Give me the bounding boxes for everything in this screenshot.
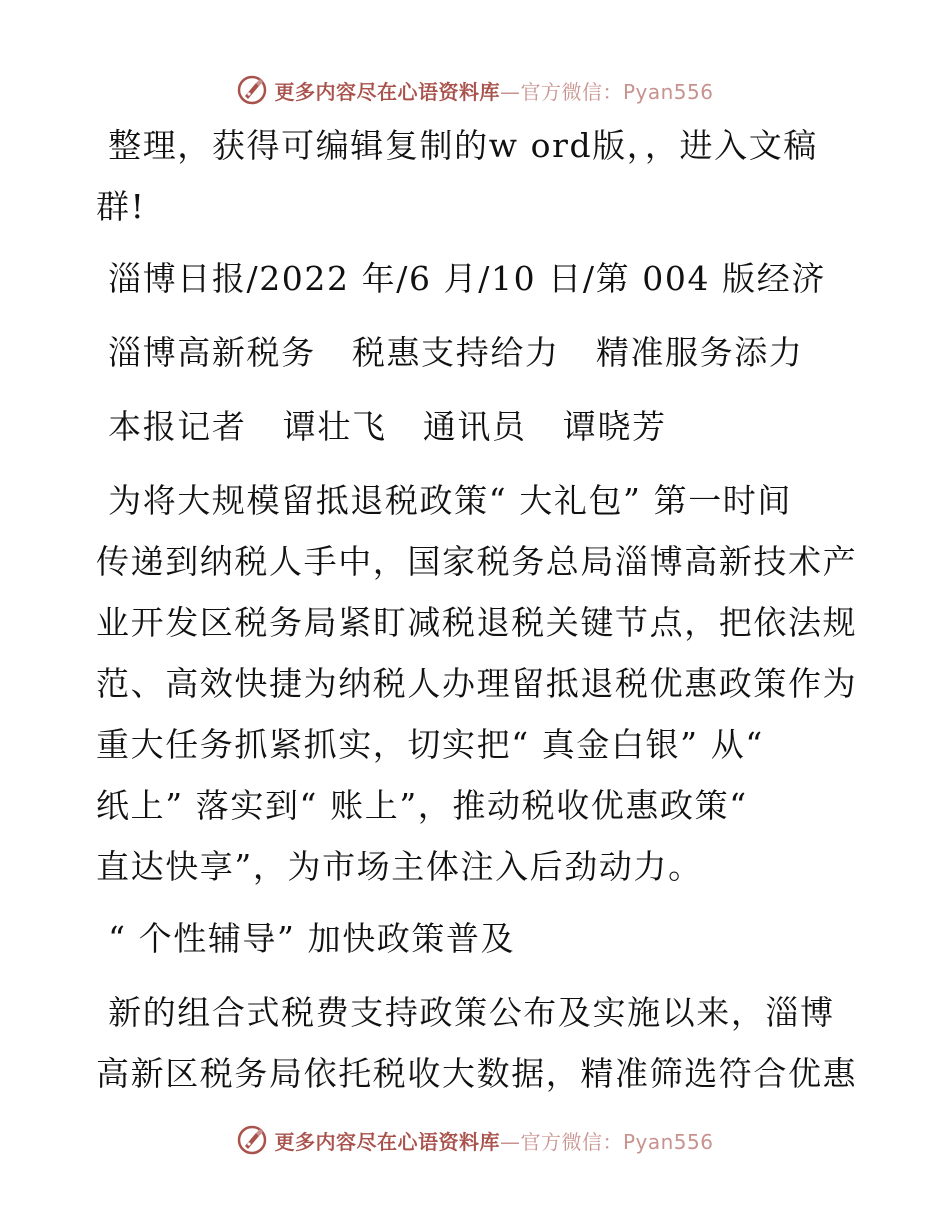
- doc-headline: 淄博高新税务 税惠支持给力 精准服务添力: [96, 333, 804, 372]
- doc-para2-line-2: 高新区税务局依托税收大数据，精准筛选符合优惠: [96, 1054, 858, 1093]
- watermark-title: 更多内容尽在心语资料库: [274, 79, 500, 104]
- doc-dateline: 淄博日报/2022 年/6 月/10 日/第 004 版经济: [96, 259, 826, 298]
- pen-nib-seal-icon: [236, 1124, 268, 1156]
- doc-line-1: 整理，获得可编辑复制的w ord版，，进入文稿: [96, 126, 818, 165]
- watermark-text: [274, 1126, 713, 1155]
- doc-para1-line-4: 范、高效快捷为纳税人办理留抵退税优惠政策作为: [96, 664, 858, 703]
- watermark-title: 更多内容尽在心语资料库: [274, 1129, 500, 1154]
- doc-line-2: 群!: [96, 187, 146, 226]
- doc-para2-line-1: 新的组合式税费支持政策公布及实施以来，淄博: [96, 993, 835, 1032]
- doc-subheading: “ 个性辅导” 加快政策普及: [96, 919, 516, 958]
- doc-para1-line-3: 业开发区税务局紧盯减税退税关键节点，把依法规: [96, 603, 858, 642]
- watermark-wechat: —官方微信：Pyan556: [499, 79, 714, 104]
- doc-para1-line-6: 纸上” 落实到“ 账上”，推动税收优惠政策“: [96, 786, 748, 825]
- doc-byline: 本报记者 谭壮飞 通讯员 谭晓芳: [96, 407, 667, 446]
- watermark-wechat: —官方微信：Pyan556: [499, 1129, 714, 1154]
- doc-para1-line-1: 为将大规模留抵退税政策“ 大礼包” 第一时间: [96, 481, 793, 520]
- footer-watermark: [0, 1120, 950, 1160]
- doc-para1-line-2: 传递到纳税人手中，国家税务总局淄博高新技术产: [96, 542, 858, 581]
- doc-para1-line-5: 重大任务抓紧抓实，切实把“ 真金白银” 从“: [96, 725, 764, 764]
- doc-para1-line-7: 直达快享”，为市场主体注入后劲动力。: [96, 847, 703, 886]
